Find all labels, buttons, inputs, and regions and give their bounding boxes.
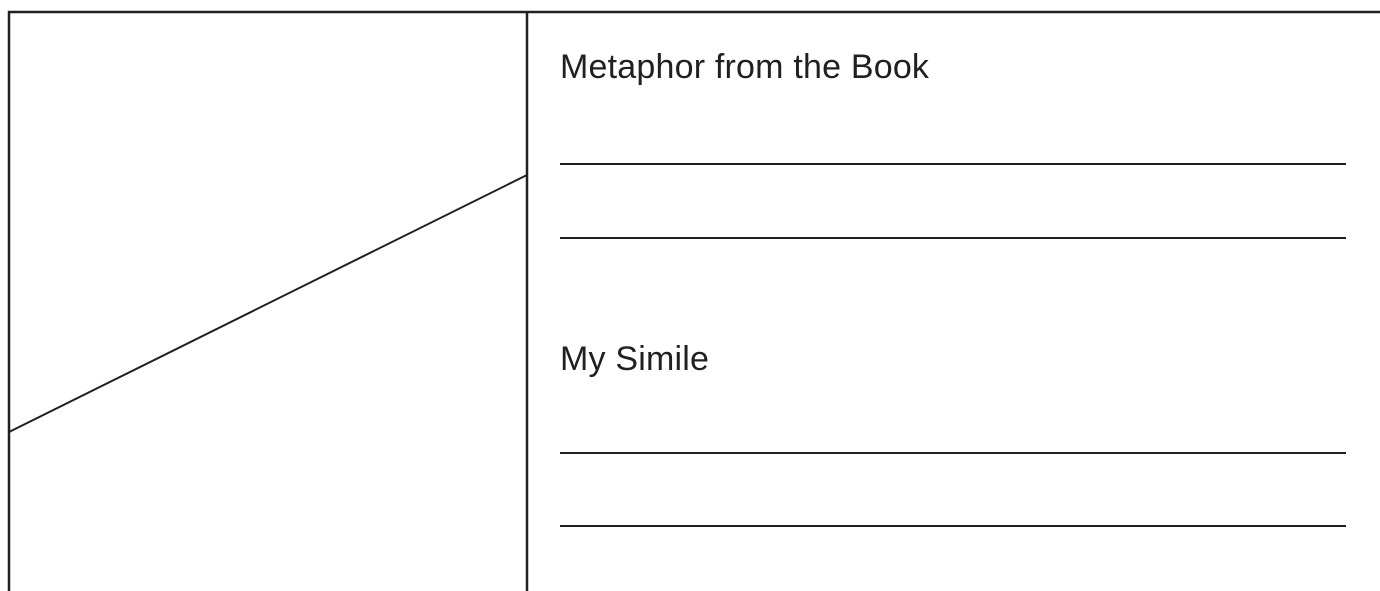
- simile-section-label: My Simile: [560, 340, 710, 378]
- simile-writing-line-2[interactable]: [560, 525, 1346, 527]
- metaphor-section-label: Metaphor from the Book: [560, 48, 930, 86]
- metaphor-writing-line-2[interactable]: [560, 237, 1346, 239]
- drawing-panel[interactable]: [10, 13, 526, 591]
- metaphor-writing-line-1[interactable]: [560, 163, 1346, 165]
- simile-writing-line-1[interactable]: [560, 452, 1346, 454]
